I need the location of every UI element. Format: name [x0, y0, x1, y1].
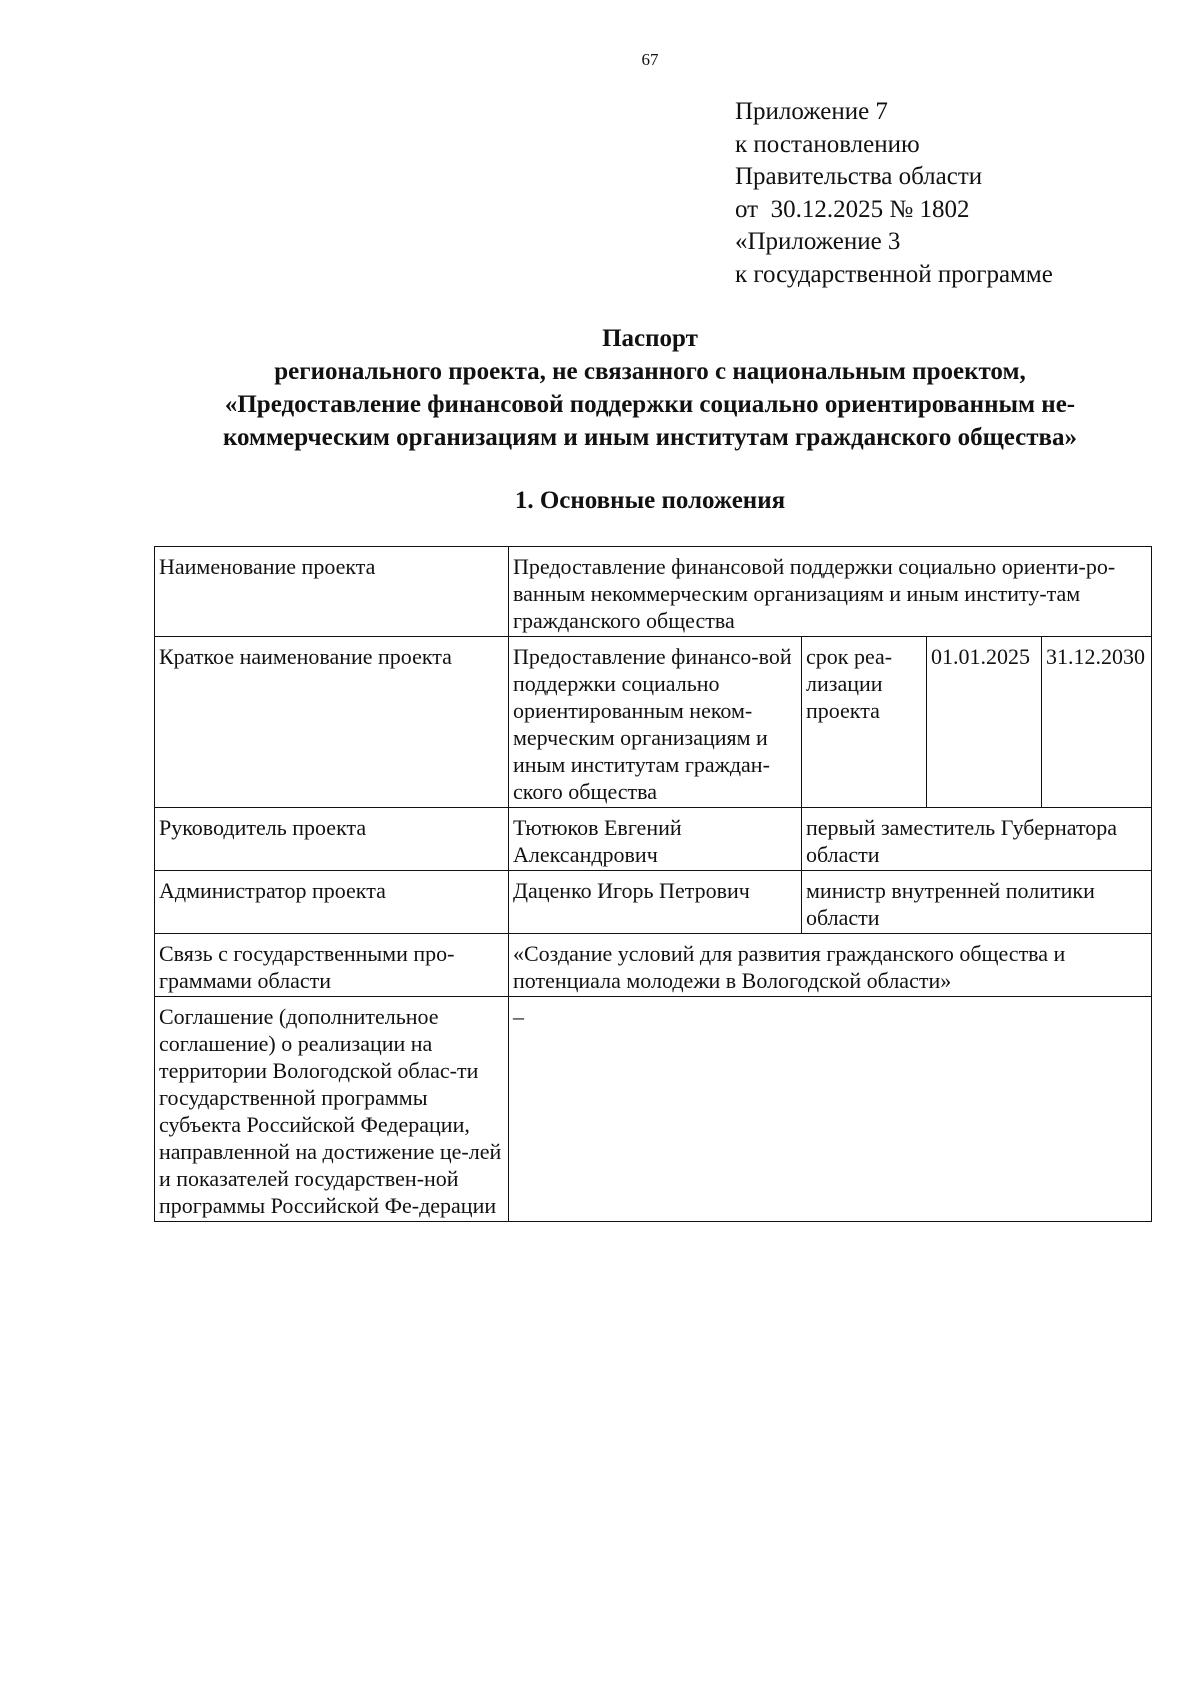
link-label-cell: Связь с государственными про-граммами области — [155, 934, 509, 997]
section-heading: 1. Основные положения — [514, 487, 786, 514]
admin-name-cell: Даценко Игорь Петрович — [509, 871, 802, 934]
name-label-cell: Наименование проекта — [155, 547, 509, 637]
admin-position-cell: министр внутренней политики области — [802, 871, 1152, 934]
admin-label-cell: Администратор проекта — [155, 871, 509, 934]
term-label-cell: срок реа-лизации проекта — [802, 637, 927, 808]
agreement-label-cell: Соглашение (дополнительное соглашение) о реализации на территории Вологодской облас-ти государственной программы субъекта Российской Федерации, направленной на достижение це-лей и показателей государствен-ной программы Российской Фе-дерации — [155, 997, 509, 1222]
document-title — [150, 322, 1150, 454]
leader-position-cell: первый заместитель Губернатора области — [802, 808, 1152, 871]
appendix-block — [735, 96, 1053, 291]
page-number: 67 — [641, 50, 659, 69]
table-row — [155, 934, 1152, 997]
title-line: регионального проекта, не связанного с национальным проектом, — [274, 358, 1026, 385]
appendix-line: к государственной программе — [735, 260, 1053, 288]
table-row — [155, 997, 1152, 1222]
short-name-value-cell: Предоставление финансо-вой поддержки социально ориентированным неком-мерческим организациям и иным институтам граждан-ского общества — [509, 637, 802, 808]
table-row — [155, 637, 1152, 808]
appendix-line: от 30.12.2025 № 1802 — [735, 195, 970, 223]
link-value-cell: «Создание условий для развития гражданского общества и потенциала молодежи в Вологодской области» — [509, 934, 1152, 997]
table-row — [155, 547, 1152, 637]
leader-name-cell: Тютюков Евгений Александрович — [509, 808, 802, 871]
appendix-line: к постановлению — [735, 130, 920, 158]
term-end-cell: 31.12.2030 — [1042, 637, 1152, 808]
appendix-line: Приложение 7 — [735, 98, 888, 125]
appendix-line: Правительства области — [735, 163, 983, 190]
agreement-value-cell: – — [509, 997, 1152, 1222]
title-line: Паспорт — [602, 325, 698, 352]
table-row — [155, 808, 1152, 871]
term-start-cell: 01.01.2025 — [927, 637, 1042, 808]
appendix-line: «Приложение 3 — [735, 228, 901, 255]
table-row — [155, 871, 1152, 934]
short-name-label-cell: Краткое наименование проекта — [155, 637, 509, 808]
title-line: коммерческим организациям и иным институтам гражданского общества» — [222, 424, 1078, 451]
leader-label-cell: Руководитель проекта — [155, 808, 509, 871]
title-line: «Предоставление финансовой поддержки социально ориентированным не- — [224, 391, 1076, 418]
name-value-cell: Предоставление финансовой поддержки социально ориенти-рованным некоммерческим организациям и иным институ-там гражданского общества — [509, 547, 1152, 637]
project-passport-table — [154, 546, 1152, 1222]
